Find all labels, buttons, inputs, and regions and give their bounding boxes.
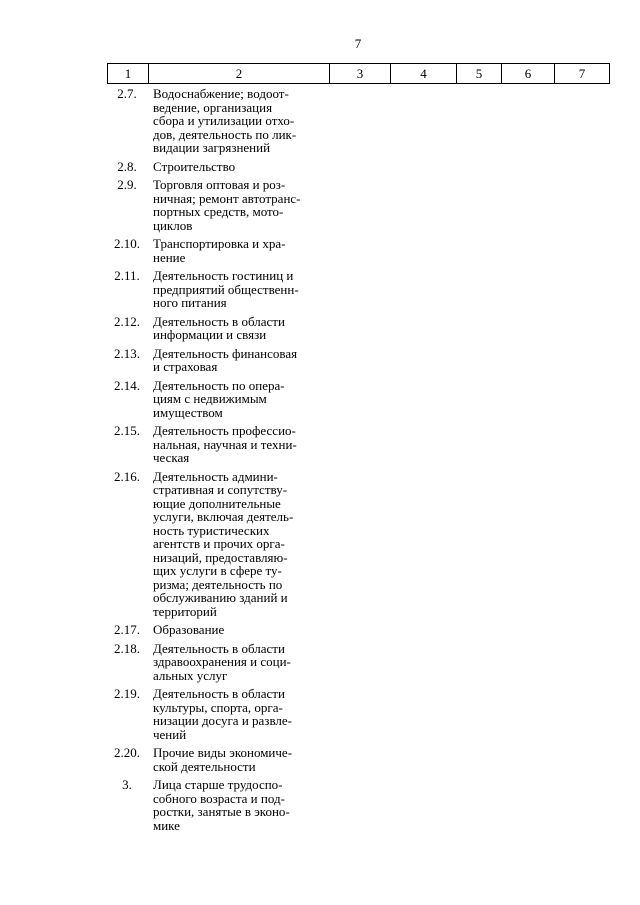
column-header-5: 5 [457, 64, 502, 84]
row-label: Лица старше трудоспо- собного возраста и под- ростки, занятые в эконо- мике [153, 777, 290, 833]
table-row [107, 347, 337, 374]
table-row [107, 315, 337, 342]
row-label: Образование [153, 622, 225, 637]
table-row [107, 687, 337, 741]
table-row [107, 269, 337, 310]
row-label: Деятельность в области культуры, спорта, орга- низации досуга и развле- чений [153, 686, 292, 742]
row-label: Торговля оптовая и роз- ничная; ремонт автотранс- портных средств, мото- циклов [153, 177, 301, 233]
row-label: Водоснабжение; водоот- ведение, организация сбора и утилизации отхо- дов, деятельность по лик- видации загрязнений [153, 86, 297, 155]
row-number: 2.20. [114, 745, 140, 760]
row-label: Деятельность финансовая и страховая [153, 345, 298, 374]
row-label: Прочие виды экономиче- ской деятельности [153, 745, 293, 774]
table-row [107, 623, 337, 637]
column-header-6: 6 [502, 64, 555, 84]
row-label: Деятельность по опера- циям с недвижимым имуществом [153, 377, 285, 420]
row-number: 2.17. [114, 622, 140, 637]
table-row [107, 642, 337, 683]
row-label: Транспортировка и хра- нение [153, 236, 286, 265]
row-number: 2.7. [117, 86, 137, 101]
column-header-7: 7 [555, 64, 610, 84]
row-number: 2.18. [114, 640, 140, 656]
column-header-3: 3 [330, 64, 391, 84]
table-row [107, 160, 337, 174]
row-number: 2.19. [114, 686, 140, 701]
row-number: 2.12. [114, 313, 140, 329]
column-header-2: 2 [149, 64, 330, 84]
row-label: Деятельность гостиниц и предприятий общественн- ного питания [153, 268, 299, 310]
table-row [107, 424, 337, 465]
row-number: 2.14. [114, 377, 140, 393]
table-row [107, 746, 337, 773]
row-number: 2.8. [117, 158, 137, 174]
row-number: 2.13. [114, 345, 140, 361]
row-number: 2.10. [114, 236, 140, 251]
row-number: 2.16. [114, 468, 140, 484]
row-label: Деятельность админи- стративная и сопутству- ющие дополнительные услуги, включая деятель- ность туристических агентств и прочих орга- низаций, предоставляю- щих услуги в сфере ту- ризма; деятельность по обслуживанию зданий и территорий [153, 468, 294, 619]
table-row [107, 778, 337, 832]
table-row [107, 470, 337, 619]
column-header-row [108, 64, 610, 84]
row-number: 3. [122, 777, 132, 792]
row-label: Деятельность в области информации и связи [153, 313, 285, 342]
row-label: Деятельность профессио- нальная, научная и техни- ческая [153, 423, 297, 465]
page-number: 7 [354, 36, 362, 51]
table-row [107, 87, 337, 155]
column-header-4: 4 [391, 64, 457, 84]
row-label: Строительство [153, 158, 236, 174]
row-number: 2.15. [114, 423, 140, 438]
column-header-1: 1 [108, 64, 149, 84]
table-row [107, 178, 337, 232]
row-label: Деятельность в области здравоохранения и соци- альных услуг [153, 640, 291, 683]
row-number: 2.11. [114, 268, 140, 283]
table-body [107, 87, 337, 837]
table-row [107, 379, 337, 420]
column-header-table [107, 63, 610, 84]
row-number: 2.9. [117, 177, 137, 192]
table-row [107, 237, 337, 264]
